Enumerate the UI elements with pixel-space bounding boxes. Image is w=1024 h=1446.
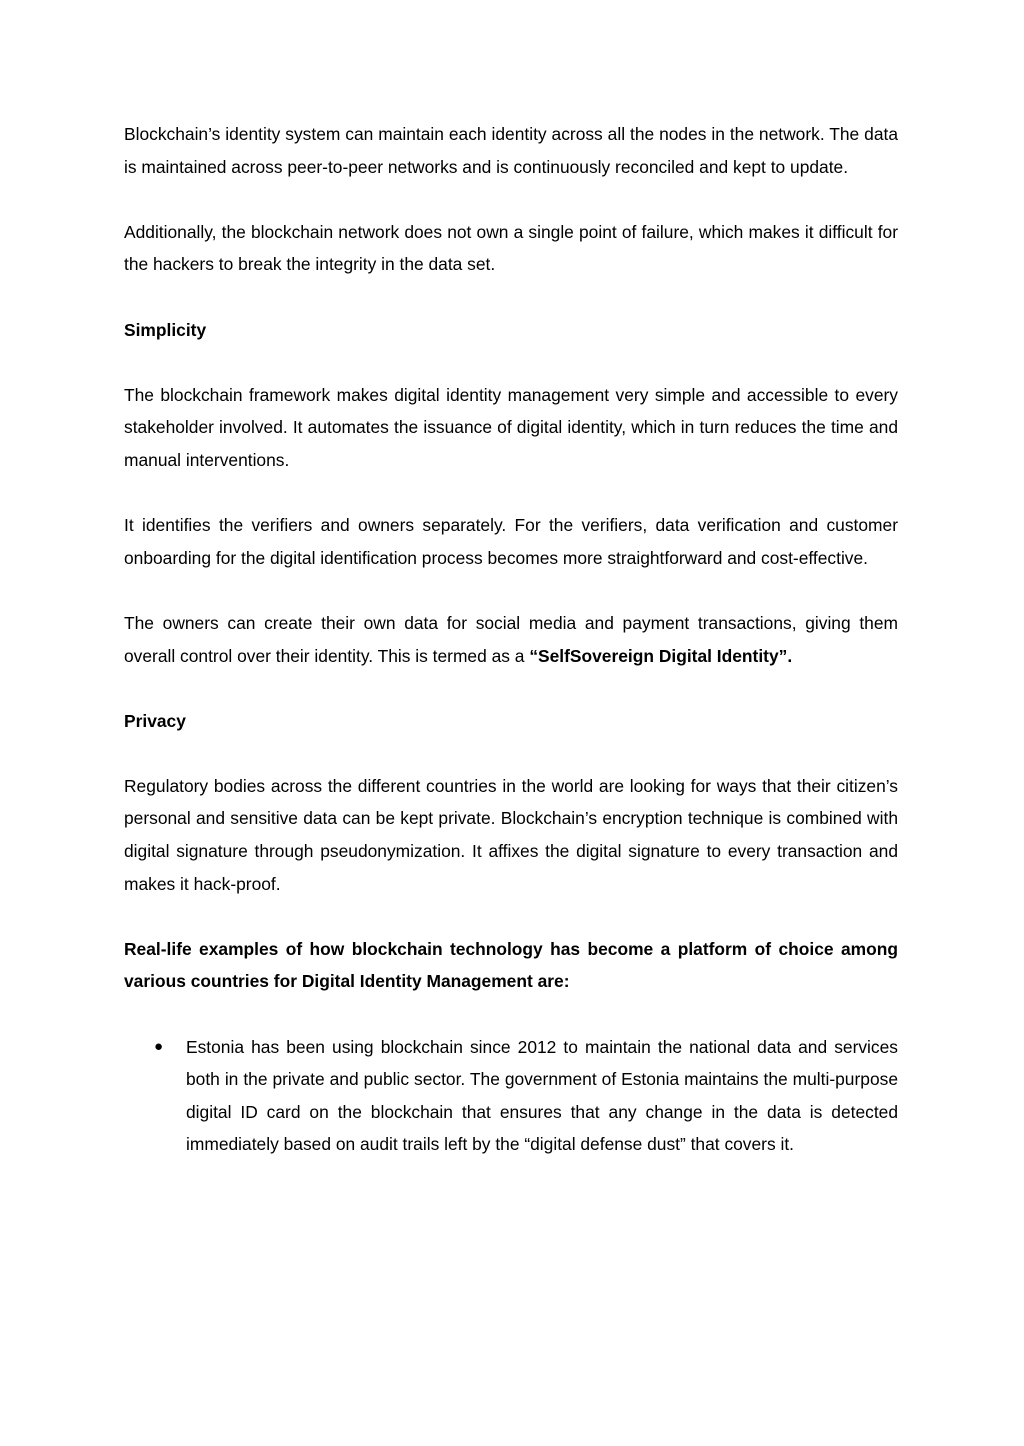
heading-real-life-examples: Real-life examples of how blockchain technology has become a platform of choice among various countries for Digital Identity Management are:	[124, 938, 898, 992]
heading-privacy: Privacy	[124, 710, 186, 731]
paragraph-identity-system: Blockchain’s identity system can maintain each identity across all the nodes in the network. The data is maintained across peer-to-peer networks and is continuously reconciled and kept to update.	[124, 124, 898, 177]
bullet-icon: ●	[154, 1037, 164, 1055]
heading-simplicity: Simplicity	[124, 319, 207, 340]
document-page	[124, 118, 898, 1161]
list-item	[124, 1031, 898, 1161]
list-item-text: Estonia has been using blockchain since 2012 to maintain the national data and services both in the private and public sector. The government of Estonia maintains the multi-purpose digital ID card on the blockchain that ensures that any change in the data is detected immediately based on audit trails left by the “digital defense dust” that covers it.	[186, 1036, 898, 1155]
paragraph-self-sovereign-text: The owners can create their own data for social media and payment transactions, giving them overall control over their identity. This is termed as a	[124, 612, 898, 666]
examples-list	[124, 1031, 898, 1161]
paragraph-regulatory-privacy: Regulatory bodies across the different countries in the world are looking for ways that their citizen’s personal and sensitive data can be kept private. Blockchain’s encryption technique is combined with digital signature through pseudonymization. It affixes the digital signature to every transaction and makes it hack-proof.	[124, 775, 898, 894]
paragraph-single-point-of-failure: Additionally, the blockchain network does not own a single point of failure, which makes it difficult for the hackers to break the integrity in the data set.	[124, 221, 898, 275]
paragraph-self-sovereign	[124, 607, 898, 672]
paragraph-framework-simplicity: The blockchain framework makes digital identity management very simple and accessible to every stakeholder involved. It automates the issuance of digital identity, which in turn reduces the time and manual interventions.	[124, 384, 898, 470]
paragraph-verifiers-owners: It identifies the verifiers and owners separately. For the verifiers, data verification and customer onboarding for the digital identification process becomes more straightforward and cost-effective.	[124, 515, 898, 568]
self-sovereign-term: “SelfSovereign Digital Identity”.	[529, 645, 793, 666]
